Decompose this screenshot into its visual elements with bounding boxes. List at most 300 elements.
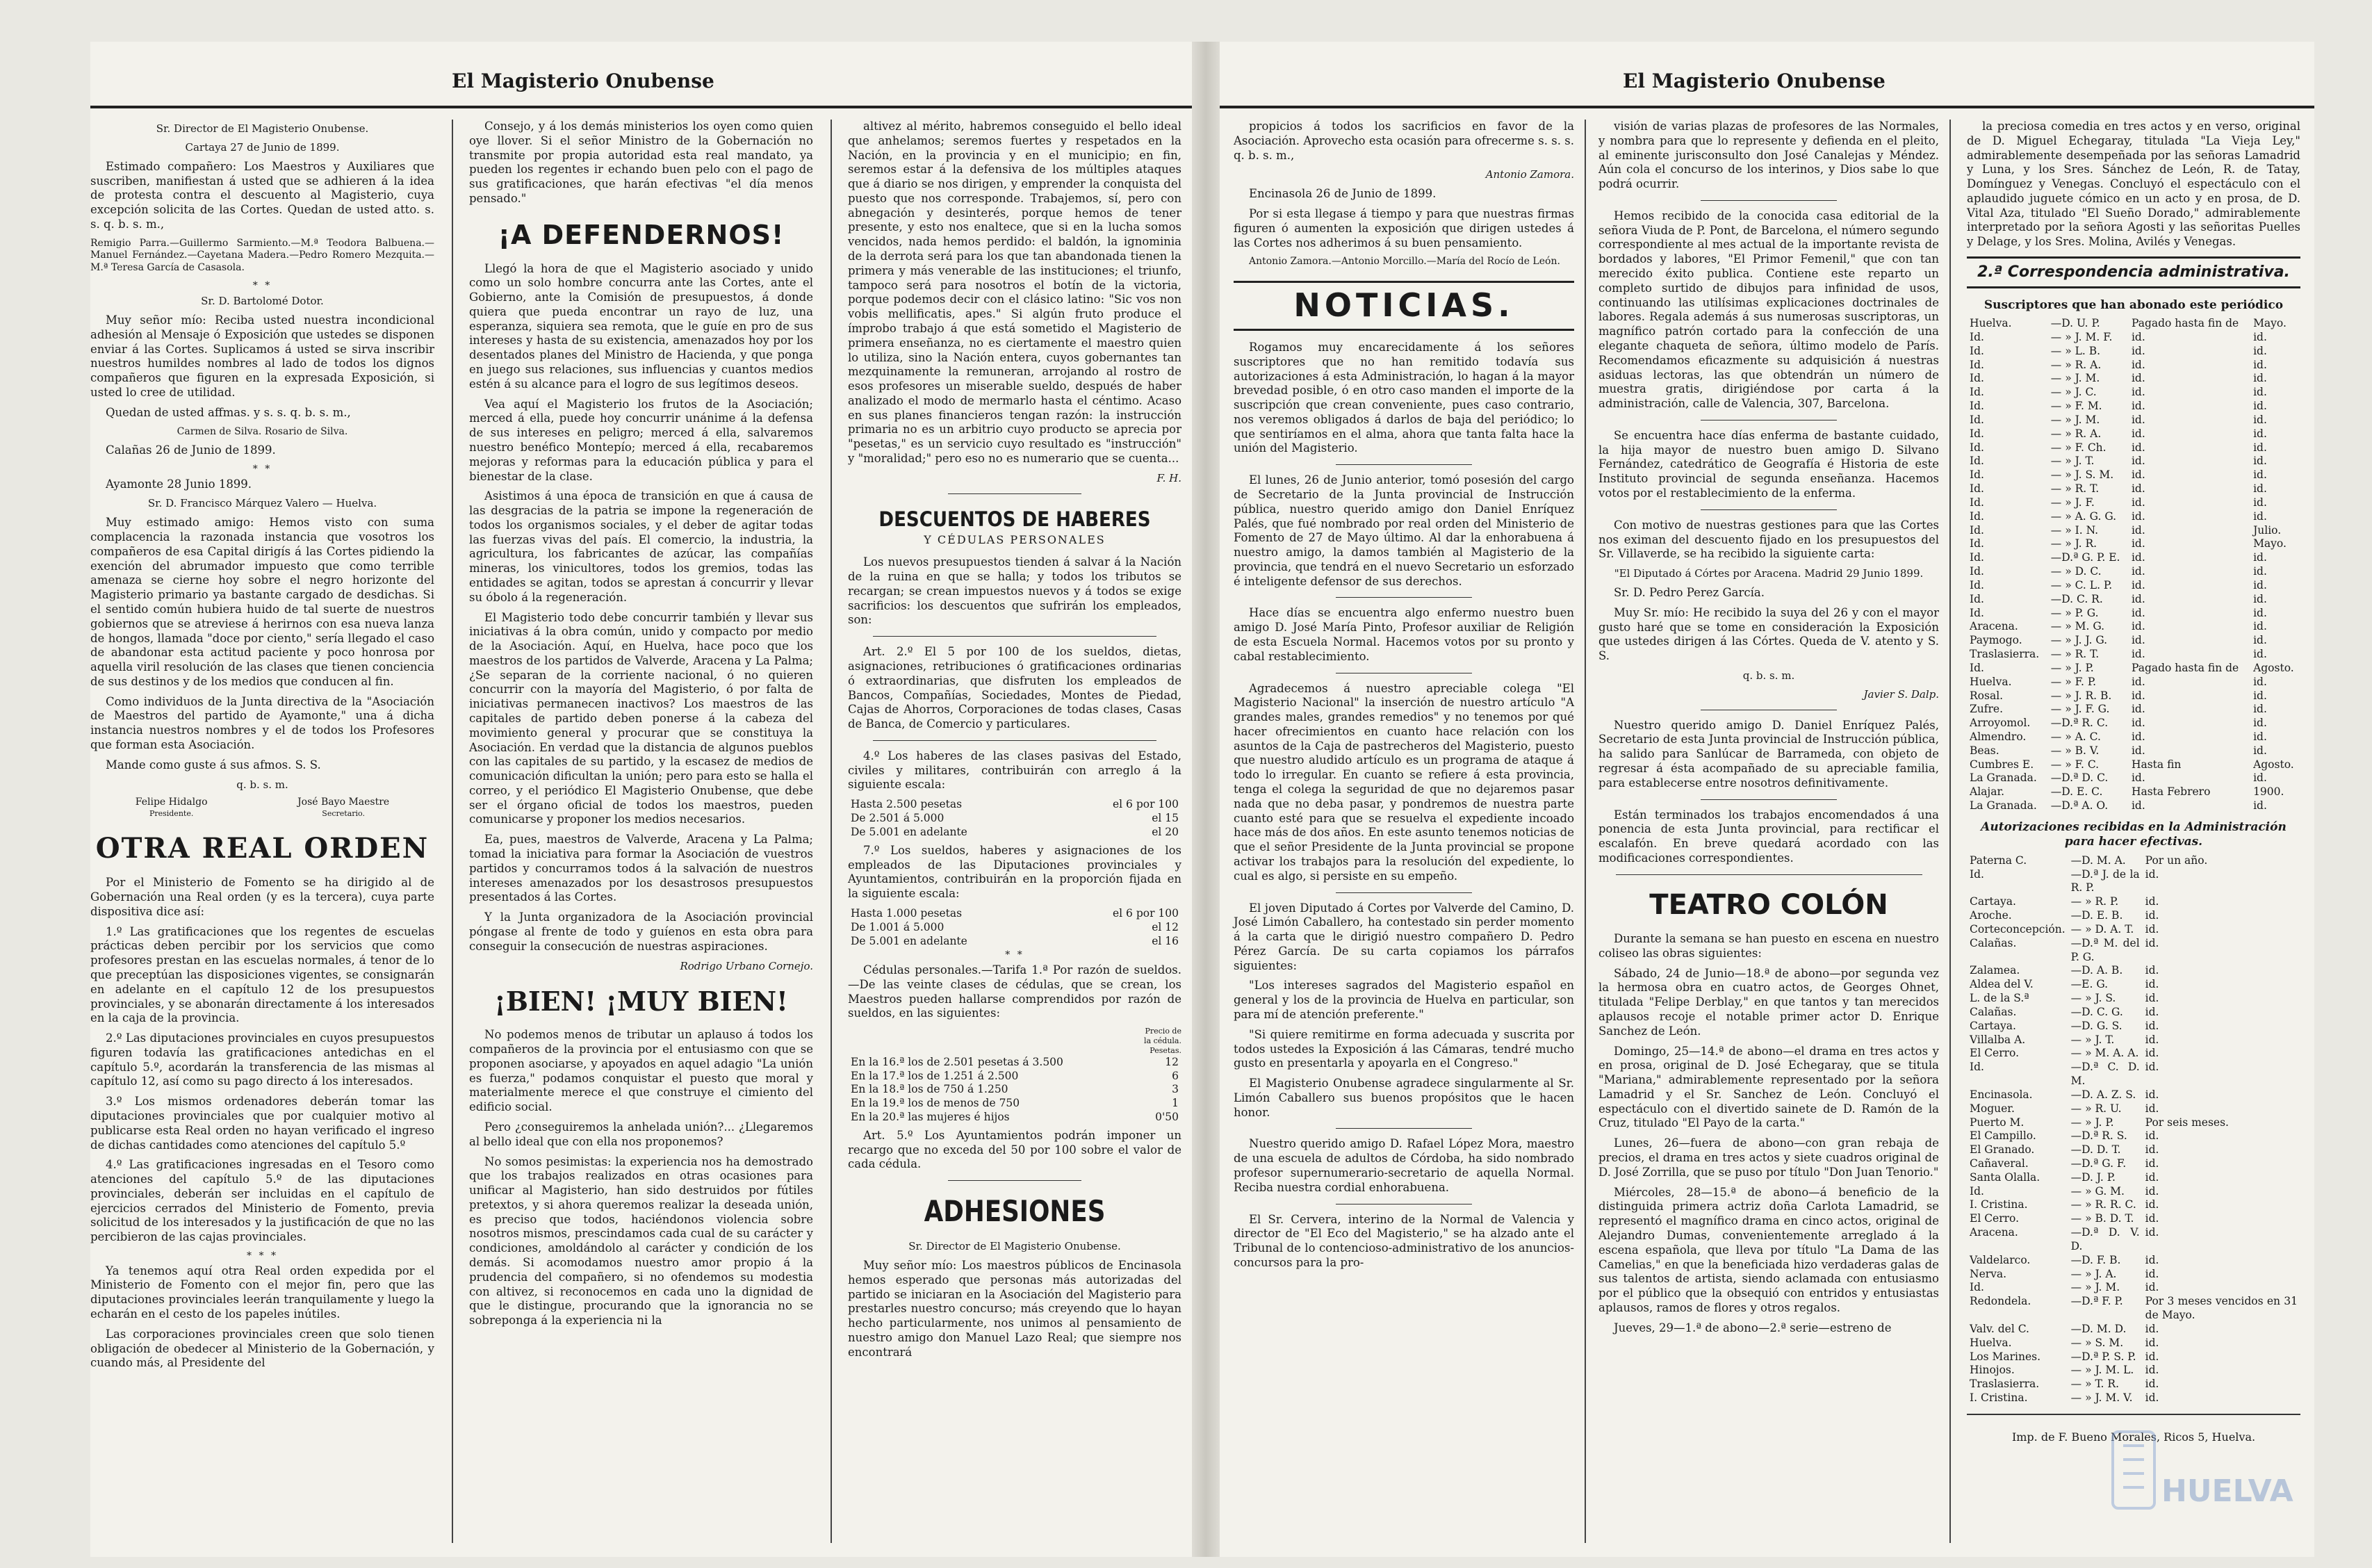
article-paragraph: Cédulas personales.—Tarifa 1.ª Por razón de sueldos.—De las veinte clases de cédulas, que se crean, los Maestros pueden hallarse comprendidos por razón de sueldos, en las siguientes: xyxy=(848,963,1181,1020)
table-cell: Puerto M. xyxy=(1970,1116,2025,1129)
table-cell: L. de la S.ª xyxy=(1970,992,2029,1005)
row-label: En la 18.ª los de 750 á 1.250 xyxy=(851,1083,1008,1096)
article-paragraph: No podemos menos de tributar un aplauso á todos los compañeros de la provincia por el entusiasmo con que se proponen asociarse, y apoyados en aquel adagio "La unión es fuerza," podamos conquistar el puesto que moral y materialmente merece el que construye el cimiento del edificio social. xyxy=(469,1028,813,1114)
news-item: Se encuentra hace días enferma de bastante cuidado, la hija mayor de nuestro buen amigo D. Silvano Fernández, catedrático de Geografía é Historia de este Instituto provincial de segunda enseñanza. Hacemos votos por el restablecimiento de la enferma. xyxy=(1598,428,1939,500)
row-label: De 5.001 en adelante xyxy=(851,825,967,838)
table-cell: id. xyxy=(2145,909,2159,922)
table-cell: id. xyxy=(2253,468,2267,482)
authorization-row xyxy=(1967,1364,2300,1378)
table-cell: Id. xyxy=(1970,551,1984,564)
table-cell: — » J. F. G. xyxy=(2050,703,2110,716)
table-cell: id. xyxy=(2131,771,2145,785)
table-cell: id. xyxy=(2145,1184,2159,1198)
table-cell: — » C. L. P. xyxy=(2050,578,2113,591)
article-paragraph: 4.º Los haberes de las clases pasivas del Estado, civiles y militares, contribuirán con arreglo á la siguiente escala: xyxy=(848,749,1181,792)
signature-name: Felipe Hidalgo xyxy=(135,797,208,808)
table-cell: id. xyxy=(2253,400,2267,413)
scale-table-diputaciones xyxy=(848,907,1181,948)
article-signature: Javier S. Dalp. xyxy=(1863,687,1939,701)
table-cell: Aracena. xyxy=(1970,620,2018,633)
table-cell: id. xyxy=(2253,675,2267,688)
section-rule xyxy=(1967,1414,2300,1415)
table-cell: Corteconcepción. xyxy=(1970,922,2066,936)
table-cell: id. xyxy=(2253,330,2267,343)
table-cell: Id. xyxy=(1970,661,1984,674)
scale-row xyxy=(848,826,1181,840)
row-label: Hasta 2.500 pesetas xyxy=(851,798,963,811)
table-cell: id. xyxy=(2145,1143,2159,1157)
table-cell: Id. xyxy=(1970,592,1984,605)
table-cell: — » R. A. xyxy=(2050,358,2102,371)
article-paragraph: Domingo, 25—14.ª de abono—el drama en tres actos y en prosa, original de D. José Echegaray, que se titula "Mariana," admirablemente representado por la señora Lamadrid y el Sr. Sanchez de León. Concluyó el espectáculo con el divertido sainete de D. Ramón de la Cruz, titulado "El Payo de la carta." xyxy=(1598,1044,1939,1130)
table-cell: id. xyxy=(2131,482,2145,496)
table-cell: Rosal. xyxy=(1970,689,2004,702)
table-cell: Id. xyxy=(1970,372,1984,385)
table-cell: —D. E. B. xyxy=(2070,909,2123,922)
table-cell: Cartaya. xyxy=(1970,1019,2016,1032)
separator-stars: * * xyxy=(1005,949,1024,961)
table-cell: Traslasierra. xyxy=(1970,648,2040,661)
table-cell: Pagado hasta fin de xyxy=(2131,661,2239,674)
row-label: En la 16.ª los de 2.501 pesetas á 3.500 xyxy=(851,1055,1063,1068)
subscriber-row xyxy=(1967,359,2300,373)
table-cell: — » A. G. G. xyxy=(2050,509,2117,523)
table-cell: id. xyxy=(2253,730,2267,743)
table-cell: id. xyxy=(2131,386,2145,399)
article-paragraph: 2.º Las diputaciones provinciales en cuyos presupuestos figuren todavía las gratificaciones antedichas en el capítulo 5.º, acordarán la transferencia de las mismas al capítulo 12, así como su pago directo á los interesados. xyxy=(90,1031,434,1088)
table-cell: Agosto. xyxy=(2253,661,2294,674)
subscriber-row xyxy=(1967,441,2300,455)
subscriber-row xyxy=(1967,593,2300,607)
letter-signatures: Carmen de Silva. Rosario de Silva. xyxy=(177,425,348,437)
table-cell: Moguer. xyxy=(1970,1102,2015,1115)
authorization-row xyxy=(1967,1185,2300,1199)
table-cell: — » J. A. xyxy=(2070,1267,2117,1280)
table-cell: — » D. C. xyxy=(2050,565,2102,578)
subheading-cedulas: Y CÉDULAS PERSONALES xyxy=(924,533,1106,547)
table-cell: Hasta Febrero xyxy=(2131,785,2211,799)
table-cell: id. xyxy=(2253,482,2267,496)
table-cell: Cumbres E. xyxy=(1970,758,2034,771)
table-cell: Julio. xyxy=(2253,523,2282,537)
row-label: De 1.001 á 5.000 xyxy=(851,920,944,933)
article-paragraph: Por el Ministerio de Fomento se ha dirigido al de Gobernación una Real orden (y es la tercera), cuya parte dispositiva dice así: xyxy=(90,876,434,918)
table-cell: id. xyxy=(2253,496,2267,509)
letter-close: Quedan de usted affmas. y s. s. q. b. s. m., xyxy=(106,405,351,419)
table-cell: Id. xyxy=(1970,400,1984,413)
row-value: 0'50 xyxy=(1155,1111,1179,1123)
news-item: Nuestro querido amigo D. Daniel Enríquez Palés, Secretario de esta Junta provincial de Instrucción pública, ha salido para Sanlúcar de Barrameda, con objeto de regresar á ésta acompañado de su apreciable familia, para establecerse entre nosotros definitivamente. xyxy=(1598,718,1939,790)
row-label: De 5.001 en adelante xyxy=(851,934,967,947)
table-cell: id. xyxy=(2145,1157,2159,1170)
table-cell: — » D. A. T. xyxy=(2070,922,2134,936)
table-cell: id. xyxy=(2145,1170,2159,1184)
subscriber-row xyxy=(1967,524,2300,538)
article-paragraph: Ea, pues, maestros de Valverde, Aracena y La Palma; tomad la iniciativa para formar la Asociación de vuestros partidos y concurramos todos á la salvación de nuestros intereses amenazados por los desastrosos presupuestos presentados á las Cortes. xyxy=(469,833,813,904)
article-paragraph: Pero ¿conseguiremos la anhelada unión?... ¿Llegaremos al bello ideal que con ella nos proponemos? xyxy=(469,1120,813,1148)
column-divider xyxy=(1949,120,1951,1543)
letter-body: Muy estimado amigo: Hemos visto con suma complacencia la razonada instancia que vosotros los compañeros de esa Capital dirigís á las Cortes pidiendo la exención del abrumador impuesto que como terrible amenaza se cierne hoy sobre el negro horizonte del Magisterio primario ya bastante cargado de desdichas. Si el sentido común hubiera huido de tal suerte de nuestros gobiernos que se atreviese á herirnos con esa nueva lanza de hongos, llamada "doce por ciento," sería llegado el caso de abandonar esta actitud paciente y poco honrosa por aquella viril resolución de las clases que tienen conciencia de sus destinos y de los medios que conducen al fin. xyxy=(90,516,434,688)
table-cell: id. xyxy=(2253,413,2267,426)
table-cell: id. xyxy=(2131,689,2145,702)
heading-noticias: NOTICIAS. xyxy=(1234,281,1574,331)
printer-imprint: Imp. de F. Bueno Morales, Ricos 5, Huelva. xyxy=(2011,1430,2256,1444)
table-cell: id. xyxy=(2253,427,2267,440)
table-cell: Agosto. xyxy=(2253,758,2294,771)
subscriber-row xyxy=(1967,400,2300,414)
running-head: El Magisterio Onubense xyxy=(452,70,714,92)
heading-a-defendernos: ¡A DEFENDERNOS! xyxy=(498,219,785,250)
table-cell: id. xyxy=(2253,689,2267,702)
table-cell: id. xyxy=(2131,523,2145,537)
authorization-row xyxy=(1967,923,2300,937)
letter-quote-header: "El Diputado á Córtes por Aracena. Madrid 29 Junio 1899. xyxy=(1614,567,1924,580)
table-cell: id. xyxy=(2253,744,2267,757)
article-paragraph: Las corporaciones provinciales creen que solo tienen obligación de obedecer al Ministerio de la Gobernación, y cuando más, al Presidente del xyxy=(90,1327,434,1370)
table-cell: id. xyxy=(2253,717,2267,730)
cedula-row xyxy=(848,1083,1181,1097)
table-cell: id. xyxy=(2131,606,2145,619)
article-paragraph: Lunes, 26—fuera de abono—con gran rebaja de precios, el drama en tres actos y siete cuadros original de D. José Zorrilla, que se puso por título "Don Juan Tenorio." xyxy=(1598,1136,1939,1179)
article-paragraph: Llegó la hora de que el Magisterio asociado y unido como un solo hombre concurra ante las Cortes, ante el Gobierno, ante la Comisión de presupuestos, á donde quiera que pueda encontrar un rayo de luz, una esperanza, siquiera sea remota, que le guíe en pro de sus intereses y hasta de su existencia, amenazados hoy por los desentados planes del Ministro de Hacienda, y que ponga en juego sus relaciones, sus influencias y cuantos medios estén á su alcance para el logro de sus legítimos deseos. xyxy=(469,261,813,391)
table-cell: — » J. M. F. xyxy=(2050,330,2113,343)
table-cell: — » B. V. xyxy=(2050,744,2100,757)
table-cell: Id. xyxy=(1970,509,1984,523)
table-cell: id. xyxy=(2131,730,2145,743)
row-value: el 15 xyxy=(1152,812,1179,825)
authorization-row xyxy=(1967,1350,2300,1364)
table-cell: Hinojos. xyxy=(1970,1364,2015,1377)
authorization-row xyxy=(1967,1088,2300,1102)
cedula-row xyxy=(848,1111,1181,1125)
article-paragraph: 1.º Las gratificaciones que los regentes de escuelas prácticas deben percibir por los servicios que como profesores prestan en las escuelas normales, á tenor de lo que preceptúan las disposiciones vigentes, se consignarán en adelante en el capítulo 12 de los presupuestos provinciales, y se abonarán directamente á los interesados en la caja de la provincia. xyxy=(90,924,434,1025)
letter-close: Mande como guste á sus afmos. S. S. xyxy=(106,758,321,771)
table-cell: Id. xyxy=(1970,455,1984,468)
row-value: el 12 xyxy=(1152,920,1179,933)
left-column-2 xyxy=(469,120,813,1543)
table-cell: —D.ª J. de la R. P. xyxy=(2070,867,2140,895)
news-item: Hemos recibido de la conocida casa editorial de la señora Viuda de P. Pont, de Barcelona, el número segundo correspondiente al mes actual de la importante revista de bordados y labores, "El Primor Femenil," que con tan merecido éxito publica. Contiene este reparto un completo surtido de dibujos para infinidad de usos, continuando las utilísimas explicaciones doctrinales de labores. Regala además á sus numerosas suscriptoras, un magnífico patrón cortado para la confección de una elegante chaqueta de señora, último modelo de París. Recomendamos eficazmente su adquisición á nuestras asiduas lectoras, las que obtendrán un número de muestra gratis, dirigiéndose por carta á la administración, calle de Valencia, 307, Barcelona. xyxy=(1598,209,1939,411)
table-cell: id. xyxy=(2253,344,2267,357)
subscriber-row xyxy=(1967,799,2300,813)
table-cell: Id. xyxy=(1970,606,1984,619)
subscriber-row xyxy=(1967,634,2300,648)
row-label: De 2.501 á 5.000 xyxy=(851,812,944,825)
table-cell: id. xyxy=(2131,330,2145,343)
table-cell: id. xyxy=(2131,455,2145,468)
row-label: En la 20.ª las mujeres é hijos xyxy=(851,1111,1010,1123)
letter-body: Estimado compañero: Los Maestros y Auxiliares que suscriben, manifiestan á usted que se adhieren á la idea de protesta contra el descuento al Magisterio, cuya excepción solicita de las Cortes. Quedan de usted atto. s. s. q. b. s. m., xyxy=(90,159,434,231)
authorizations-table xyxy=(1967,854,2300,1405)
page-gutter xyxy=(1192,42,1220,1557)
header-rule xyxy=(1220,106,2314,108)
letter-header: Sr. Director de El Magisterio Onubense. xyxy=(908,1240,1121,1253)
authorization-row xyxy=(1967,1157,2300,1171)
news-item: El Sr. Cervera, interino de la Normal de Valencia y director de "El Eco del Magisterio," se ha alzado ante el Tribunal de lo contencioso-administrativo de los anuncios-concursos para la pro- xyxy=(1234,1212,1574,1269)
table-cell: — » I. N. xyxy=(2050,523,2099,537)
subscriber-row xyxy=(1967,758,2300,772)
subscriber-row xyxy=(1967,510,2300,524)
scale-row xyxy=(848,812,1181,826)
subscriber-row xyxy=(1967,317,2300,331)
news-item: Nuestro querido amigo D. Rafael López Mora, maestro de una escuela de adultos de Córdoba, ha sido nombrado profesor supernumerario-secretario de aquella Normal. Reciba nuestra cordial enhorabuena. xyxy=(1234,1137,1574,1194)
table-cell: Los Marines. xyxy=(1970,1350,2041,1363)
table-cell: —D. M. A. xyxy=(2070,854,2126,867)
cedula-row xyxy=(848,1097,1181,1111)
article-signature: Rodrigo Urbano Cornejo. xyxy=(680,959,813,972)
table-cell: —D.ª G. P. E. xyxy=(2050,551,2120,564)
table-cell: — » J. T. xyxy=(2070,1033,2115,1046)
table-cell: Calañas. xyxy=(1970,936,2017,949)
letter-header: Sr. D. Bartolomé Dotor. xyxy=(201,295,324,308)
authorization-row xyxy=(1967,1226,2300,1254)
table-cell: Alajar. xyxy=(1970,785,2005,799)
table-cell: — » R. T. xyxy=(2050,482,2100,496)
table-cell: id. xyxy=(2131,372,2145,385)
authorization-row xyxy=(1967,868,2300,896)
table-cell: Huelva. xyxy=(1970,1336,2012,1349)
table-cell: Zufre. xyxy=(1970,703,2003,716)
table-cell: Por seis meses. xyxy=(2145,1116,2229,1129)
table-cell: Mayo. xyxy=(2253,317,2287,330)
table-cell: Id. xyxy=(1970,496,1984,509)
table-cell: Por un año. xyxy=(2145,854,2208,867)
table-cell: Cañaveral. xyxy=(1970,1157,2029,1170)
table-cell: Id. xyxy=(1970,1281,1984,1294)
table-cell: —D.ª R. S. xyxy=(2070,1129,2127,1143)
subscriber-row xyxy=(1967,620,2300,634)
section-rule xyxy=(948,493,1081,494)
scale-table-clases-pasivas xyxy=(848,798,1181,839)
left-column-3 xyxy=(848,120,1181,1543)
table-cell: id. xyxy=(2145,1226,2159,1239)
letter-signatures: Antonio Zamora.—Antonio Morcillo.—María del Rocío de León. xyxy=(1249,256,1560,268)
table-cell: id. xyxy=(2145,1253,2159,1266)
crest-shield-icon xyxy=(2113,1432,2154,1508)
table-cell: —D. D. T. xyxy=(2070,1143,2121,1157)
section-rule xyxy=(1336,1128,1472,1129)
table-cell: id. xyxy=(2145,1281,2159,1294)
letter-date: Calañas 26 de Junio de 1899. xyxy=(106,443,276,457)
table-cell: —D.ª M. del P. G. xyxy=(2070,936,2140,963)
table-cell: — » J. M. L. xyxy=(2070,1364,2134,1377)
subscriber-row xyxy=(1967,482,2300,496)
table-cell: — » F. M. xyxy=(2050,400,2102,413)
article-paragraph: Los nuevos presupuestos tienden á salvar á la Nación de la ruina en que se halla; y todos los tributos se recargan; se crean impuestos nuevos y á todos se exige sacrificios: los descuentos que sufrirán los empleados, son: xyxy=(848,555,1181,627)
table-cell: Id. xyxy=(1970,578,1984,591)
table-cell: — » B. D. T. xyxy=(2070,1212,2134,1225)
table-cell: Hasta fin xyxy=(2131,758,2182,771)
table-cell: Calañas. xyxy=(1970,1005,2017,1018)
table-cell: id. xyxy=(2131,578,2145,591)
table-cell: Id. xyxy=(1970,482,1984,496)
table-cell: id. xyxy=(2253,648,2267,661)
table-cell: id. xyxy=(2145,978,2159,991)
article-paragraph: Muy señor mío: Los maestros públicos de Encinasola hemos esperado que personas más autorizadas del partido se iniciaran en la Asociación del Magisterio para prestarles nuestro concurso; más creyendo que lo hayan hecho particularmente, nos unimos al pensamiento de nuestro amigo don Manuel Lazo Real; que siempre nos encontrará xyxy=(848,1258,1181,1359)
table-cell: id. xyxy=(2145,1033,2159,1046)
subscriber-row xyxy=(1967,717,2300,730)
authorization-row xyxy=(1967,909,2300,923)
table-cell: Villalba A. xyxy=(1970,1033,2026,1046)
scale-row xyxy=(848,798,1181,812)
table-cell: id. xyxy=(2131,551,2145,564)
row-value: 12 xyxy=(1165,1055,1179,1068)
table-cell: Beas. xyxy=(1970,744,1999,757)
table-cell: —D. C. G. xyxy=(2070,1005,2123,1018)
table-cell: Id. xyxy=(1970,427,1984,440)
table-cell: — » F. C. xyxy=(2050,758,2100,771)
section-rule xyxy=(1701,509,1837,510)
section-rule xyxy=(873,740,1156,741)
subscriber-row xyxy=(1967,676,2300,689)
table-cell: Id. xyxy=(1970,386,1984,399)
authorization-row xyxy=(1967,1281,2300,1295)
subheading-suscriptores: Suscriptores que han abonado este periódico xyxy=(1984,297,2284,312)
table-cell: id. xyxy=(2145,1047,2159,1060)
subscriber-row xyxy=(1967,468,2300,482)
letter-date: Encinasola 26 de Junio de 1899. xyxy=(1249,187,1437,201)
letter-header: Sr. D. Pedro Perez García. xyxy=(1614,585,1765,599)
subscriber-row xyxy=(1967,537,2300,551)
table-cell: id. xyxy=(2131,468,2145,482)
table-cell: — » R. T. xyxy=(2050,648,2100,661)
table-cell: id. xyxy=(2131,620,2145,633)
table-cell: id. xyxy=(2145,1350,2159,1363)
scale-row xyxy=(848,921,1181,935)
table-cell: id. xyxy=(2253,358,2267,371)
table-cell: I. Cristina. xyxy=(1970,1198,2028,1211)
table-cell: id. xyxy=(2145,1378,2159,1391)
table-cell: Paymogo. xyxy=(1970,634,2022,647)
article-paragraph: No somos pesimistas: la experiencia nos ha demostrado que los trabajos realizados en otras ocasiones para unificar al Magisterio, han sido destruidos por fútiles pretextos, y si ahora queremos realizar la deseada unión, es preciso que todos, haciéndonos violencia sobre nosotros mismos, prescindamos cada cual de su carácter y condiciones, amoldándolo al carácter y condición de los demás. Si acomodamos nuestro amor propio á la prudencia del compañero, si no ofendemos su modestia con altivez, si reconocemos en cada uno la dignidad de que le distingue, procurando que la ignorancia no se sobreponga á la experiencia ni la xyxy=(469,1154,813,1328)
table-cell: — » R. A. xyxy=(2050,427,2102,440)
table-cell: id. xyxy=(2131,592,2145,605)
table-cell: — » J. R. B. xyxy=(2050,689,2112,702)
row-value: el 20 xyxy=(1152,825,1179,838)
news-item: El joven Diputado á Cortes por Valverde del Camino, D. José Limón Caballero, ha contestado sin perder momento á la carta que le dirigió nuestro compañero D. Pedro Pérez García. De su carta copiamos los párrafos siguientes: xyxy=(1234,901,1574,972)
separator-stars: * * * xyxy=(247,1250,278,1262)
table-cell: La Granada. xyxy=(1970,799,2037,812)
article-paragraph: 3.º Los mismos ordenadores deberán tomar las diputaciones provinciales que por cualquier motivo al publicarse esta Real orden no hayan verificado el ingreso de dichas cantidades como atenciones del capítulo 5.º xyxy=(90,1095,434,1152)
letter-body: Como individuos de la Junta directiva de la "Asociación de Maestros del partido de Ayamonte," una á dicha instancia nuestros nombres y el de todos los Profesores que forman esta Asociación. xyxy=(90,694,434,751)
authorization-row xyxy=(1967,854,2300,868)
crest-bars-icon xyxy=(2123,1446,2144,1487)
table-cell: Valv. del C. xyxy=(1970,1322,2029,1335)
table-cell: — » J. S. M. xyxy=(2050,468,2114,482)
letter-body: Muy señor mío: Reciba usted nuestra incondicional adhesión al Mensaje ó Exposición que ustedes se disponen enviar á las Cortes. Suplicamos á usted se sirva inscribir nuestros humildes nombres al lado de todos los dignos compañeros que figuren en la expresada Exposición, si usted lo cree de utilidad. xyxy=(90,313,434,399)
separator-stars: * * xyxy=(252,279,272,291)
article-paragraph: Consejo, y á los demás ministerios los oyen como quien oye llover. Si el señor Ministro de la Gobernación no transmite por propia autoridad esta real mandato, ya pueden los regentes ir echando buen pelo con el pago de sus gratificaciones, que harán efectivas "el día menos pensado." xyxy=(469,120,813,205)
table-cell: Pagado hasta fin de xyxy=(2131,317,2239,330)
table-cell: — » J. P. xyxy=(2070,1116,2114,1129)
table-cell: id. xyxy=(2253,386,2267,399)
table-cell: id. xyxy=(2253,372,2267,385)
table-cell: — » J. P. xyxy=(2050,661,2094,674)
table-cell: — » S. M. xyxy=(2070,1336,2124,1349)
table-cell: id. xyxy=(2131,537,2145,550)
table-cell: id. xyxy=(2145,1212,2159,1225)
table-cell: id. xyxy=(2131,344,2145,357)
table-cell: — » P. G. xyxy=(2050,606,2099,619)
table-cell: Mayo. xyxy=(2253,537,2287,550)
table-cell: id. xyxy=(2131,441,2145,454)
table-cell: —D. E. C. xyxy=(2050,785,2103,799)
table-cell: Aldea del V. xyxy=(1970,978,2034,991)
table-cell: Paterna C. xyxy=(1970,854,2027,867)
table-cell: id. xyxy=(2131,799,2145,812)
table-cell: —D.ª D. V. D. xyxy=(2070,1226,2140,1252)
table-cell: Aracena. xyxy=(1970,1226,2018,1239)
news-item: Con motivo de nuestras gestiones para que las Cortes nos eximan del descuento fijado en los presupuestos del Sr. Villaverde, se ha recibido la siguiente carta: xyxy=(1598,518,1939,561)
table-cell: — » L. B. xyxy=(2050,344,2101,357)
table-cell: Id. xyxy=(1970,468,1984,482)
row-value: el 6 por 100 xyxy=(1112,906,1179,920)
table-cell: Id. xyxy=(1970,565,1984,578)
table-cell: — » J. S. xyxy=(2070,992,2116,1005)
table-cell: id. xyxy=(2131,509,2145,523)
heading-otra-real-orden: OTRA REAL ORDEN xyxy=(95,831,430,865)
authorization-row xyxy=(1967,1337,2300,1350)
cedulas-table xyxy=(848,1056,1181,1125)
article-signature: F. H. xyxy=(1156,471,1181,484)
authorization-row xyxy=(1967,1047,2300,1061)
table-cell: —D.ª R. C. xyxy=(2050,717,2109,730)
authorization-row xyxy=(1967,1295,2300,1323)
table-cell: El Granado. xyxy=(1970,1143,2035,1157)
signature-role: Presidente. xyxy=(149,809,194,819)
header-rule xyxy=(90,106,1192,108)
table-cell: —D.ª C. D. M. xyxy=(2070,1061,2140,1088)
article-paragraph: El Magisterio todo debe concurrir también y llevar sus iniciativas á la obra común, unido y compacto por medio de la Asociación. Aquí, en Huelva, hace poco que los maestros de los partidos de Valverde, Aracena y La Palma; ¿Se separan de la corriente nacional, ó no quieren concurrir con la mayoría del Magisterio, ó por falta de iniciativas permanecen inactivos? Los maestros de las capitales de partido deben ponerse á la cabeza del movimiento general y procurar que se constituya la Asociación. En verdad que la distancia de algunos pueblos con las capitales de su partido, y la escasez de medios de comunicación dificultan la unión; pero para esto se halla el correo, y el periódico El Magisterio Onubense, que debe ser el órgano oficial de todos los maestros, pueden comunicarse y proponer los medios necesarios. xyxy=(469,610,813,826)
subscriber-row xyxy=(1967,455,2300,468)
article-paragraph: Vea aquí el Magisterio los frutos de la Asociación; merced á ella, puede hoy concurrir unánime á la defensa de sus intereses en peligro; merced á ella, salvaremos nuestro benéfico Montepío; merced á ella, recabaremos mejoras y reformas para la educación pública y para el bienestar de la clase. xyxy=(469,397,813,483)
table-cell: Id. xyxy=(1970,1061,1984,1074)
table-cell: id. xyxy=(2131,496,2145,509)
table-cell: id. xyxy=(2253,441,2267,454)
table-cell: — » J. M. xyxy=(2050,413,2100,426)
authorization-row xyxy=(1967,1061,2300,1088)
table-cell: id. xyxy=(2131,634,2145,647)
table-cell: id. xyxy=(2131,703,2145,716)
section-rule xyxy=(1336,597,1472,598)
row-value: el 16 xyxy=(1152,934,1179,947)
table-cell: Traslasierra. xyxy=(1970,1378,2040,1391)
authorization-row xyxy=(1967,978,2300,992)
section-rule xyxy=(1701,200,1837,201)
table-cell: — » J. C. xyxy=(2050,386,2097,399)
table-cell: id. xyxy=(2253,634,2267,647)
table-cell: I. Cristina. xyxy=(1970,1391,2028,1405)
subscriber-row xyxy=(1967,386,2300,400)
subheading-autorizaciones: Autorizaciones recibidas en la Administración para hacer efectivas. xyxy=(1981,819,2287,849)
news-item: Están terminados los trabajos encomendados á una ponencia de esta Junta provincial, para rectificar el escalafón. En breve quedará acordado con las modificaciones correspondientes. xyxy=(1598,808,1939,865)
authorization-row xyxy=(1967,1143,2300,1157)
news-item: El lunes, 26 de Junio anterior, tomó posesión del cargo de Secretario de la Junta provincial de Instrucción pública, nuestro querido amigo don Daniel Enríquez Palés, que fué nombrado por real orden del Ministerio de Fomento de 27 de Mayo último. Al dar la enhorabuena á nuestro amigo, la damos también al Magisterio de la provincia, que tendrá en el nuevo Secretario un esforzado é inteligente defensor de sus derechos. xyxy=(1234,473,1574,588)
table-cell: id. xyxy=(2253,799,2267,812)
article-paragraph: Por si esta llegase á tiempo y para que nuestras firmas figuren ó aumenten la exposición que dirigen ustedes á las Cortes nos adherimos á su buen pensamiento. xyxy=(1234,207,1574,250)
table-cell: id. xyxy=(2145,895,2159,908)
table-cell: —D. A. B. xyxy=(2070,964,2123,977)
table-cell: — » G. M. xyxy=(2070,1184,2125,1198)
table-cell: Id. xyxy=(1970,358,1984,371)
table-cell: Por 3 meses vencidos en 31 de Mayo. xyxy=(2145,1295,2298,1322)
subscriber-row xyxy=(1967,496,2300,510)
letter-qbsm: q. b. s. m. xyxy=(236,778,288,791)
table-cell: El Cerro. xyxy=(1970,1212,2020,1225)
table-cell: id. xyxy=(2145,1061,2159,1074)
news-quote: "Los intereses sagrados del Magisterio español en general y los de la provincia de Huelva en particular, son para mí de atención preferente." xyxy=(1234,979,1574,1021)
table-cell: — » R. U. xyxy=(2070,1102,2122,1115)
